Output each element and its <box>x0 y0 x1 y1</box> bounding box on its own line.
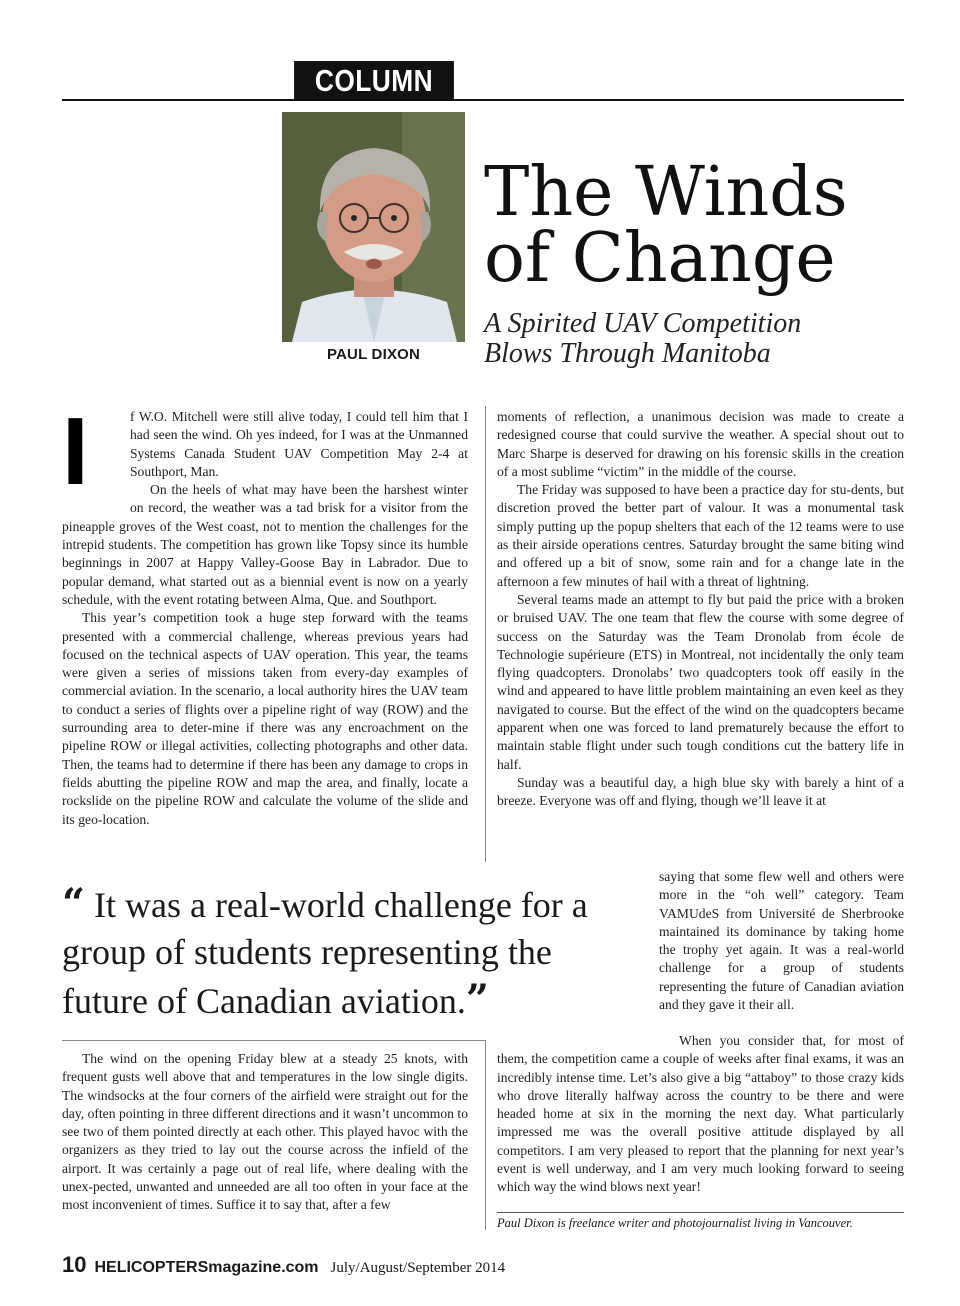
article-subtitle <box>484 309 904 369</box>
paragraph: Sunday was a beautiful day, a high blue sky with barely a hint of a breeze. Everyone was off and flying, though we’ll leave it at <box>497 774 904 809</box>
paragraph: The wind on the opening Friday blew at a steady 25 knots, with frequent gusts well above that and temperatures in the low single digits. The windsocks at the four corners of the airfield were straight out for the day, often pointing in three different directions and it wasn’t uncommon to see two of them pointed directly at each other. This played havoc with the organizers as they tried to lay out the course across the infield of the airport. It was certainly a page out of real life, where dealing with the unex-pected, unwanted and unneeded are all too often in your face at the most inconvenient of times. Suffice it to say that, after a few <box>62 1051 468 1213</box>
paragraph: f W.O. Mitchell were still alive today, I could tell him that I had seen the wind. Oh yes indeed, for I was at the Unmanned Systems Canada Student UAV Competition May 2-4 at Southport, Man. <box>130 409 468 479</box>
page-footer <box>62 1252 505 1282</box>
column-divider-lower <box>485 1040 486 1230</box>
author-photo <box>282 112 465 342</box>
paragraph: When you consider that, for most of them, the competition came a couple of weeks after final exams, it was an incredibly intense time. Let’s also give a big “attaboy” to those crazy kids who drove literally halfway across the country to be there and were headed home at six in the morning the next day. What particularly impressed me was the overall positive attitude displayed by all competitors. I am very pleased to report that the planning for next year’s event is well underway, and I am very much looking forward to seeing which way the wind blows next year! <box>497 1033 904 1195</box>
paragraph: moments of reflection, a unanimous decision was made to create a redesigned course that could survive the weather. A special shout out to Marc Sharpe is deserved for drawing on his forensic skills in the creation of a most sublime “victim” in the middle of the course. <box>497 409 904 479</box>
quote-open-mark: “ <box>62 880 86 927</box>
drop-cap: I <box>62 398 89 505</box>
article-title <box>484 153 904 298</box>
author-bio: Paul Dixon is freelance writer and photojournalist living in Vancouver. <box>497 1216 853 1230</box>
page-number: 10 <box>62 1252 87 1277</box>
paragraph: This year’s competition took a huge step forward with the teams presented with a commercial challenge, whereas previous years had focused on the technical aspects of UAV operation. This year, the teams were given a series of missions taken from every-day examples of commercial aviation. In the scenario, a local authority hires the UAV team to conduct a series of flights over a pipeline right of way (ROW) and the surrounding area to deter-mine if there was any encroachment on the pipeline ROW or illegal activities, collecting photographs and other data. Then, the teams had to determine if there has been any damage to crops in fields abutting the pipeline ROW and map the area, and finally, locate a rockslide on the pipeline ROW and calculate the volume of the slide and its geo-location. <box>62 610 468 827</box>
paragraph: saying that some flew well and others were more in the “oh well” category. Team VAMUdeS from Université de Sherbrooke maintained its dominance by taking home the trophy yet again. It was a real-world challenge for a group of students representing the future of Canadian aviation and they gave it their all. <box>659 869 904 1013</box>
section-label: COLUMN <box>294 61 454 101</box>
title-line-1: The Winds <box>484 153 848 232</box>
magazine-website: HELICOPTERSmagazine.com <box>94 1259 319 1276</box>
paragraph: The Friday was supposed to have been a practice day for stu-dents, but discretion proved the better part of valour. It was a monumental task simply putting up the popup shelters that each of the 12 teams were to use as their airside operations centres. Saturday brought the same biting wind and offered up a bit of snow, some rain and for a change late in the afternoon a few minutes of hail with a threat of lightning. <box>497 482 904 589</box>
issue-date: July/August/September 2014 <box>330 1260 506 1276</box>
column-divider <box>485 406 486 862</box>
subtitle-line-2: Blows Through Manitoba <box>484 338 771 369</box>
right-column-upper <box>497 408 904 811</box>
paragraph: On the heels of what may have been the harshest winter on record, the weather was a tad brisk for a visitor from the pineapple groves of the West coast, not to mention the challenges for the intrepid students. The competition has grown like Topsy since its humble beginnings in 2007 at Happy Valley-Goose Bay in Labrador. Due to popular demand, what started out as a biennial event is now on a yearly schedule, with the event rotating between Alma, Que. and Southport. <box>62 482 468 607</box>
quote-close-mark: ” <box>465 976 489 1023</box>
right-column-lower <box>497 1032 904 1197</box>
author-portrait-illustration <box>282 112 465 342</box>
bio-rule <box>497 1212 904 1213</box>
paragraph: Several teams made an attempt to fly but paid the price with a broken or bruised UAV. The one team that flew the course with some degree of success on the Saturday was the Team Dronolab from école de Technologie supérieure (ETS) in Montreal, not incidentally the only team flying quadcopters. Dronolabs’ two quadcopters took off easily in the wind and appeared to have little problem maintaining an even keel as they navigated to course. But the effect of the wind on the quadcopters became apparent when one was forced to land prematurely because the effort to maintain stable flight under such tough conditions cut the battery life in half. <box>497 591 904 772</box>
left-column-upper <box>62 398 468 829</box>
header-rule <box>62 99 904 101</box>
quote-rule <box>62 1040 485 1041</box>
title-line-2: of Change <box>484 219 836 298</box>
left-column-lower <box>62 1050 468 1215</box>
author-name: PAUL DIXON <box>326 346 421 363</box>
right-column-narrow <box>659 868 904 1014</box>
subtitle-line-1: A Spirited UAV Competition <box>484 308 802 339</box>
pull-quote <box>62 880 622 1025</box>
pull-quote-text: It was a real-world challenge for a group of students representing the future of Canadian aviation. <box>62 885 588 1021</box>
